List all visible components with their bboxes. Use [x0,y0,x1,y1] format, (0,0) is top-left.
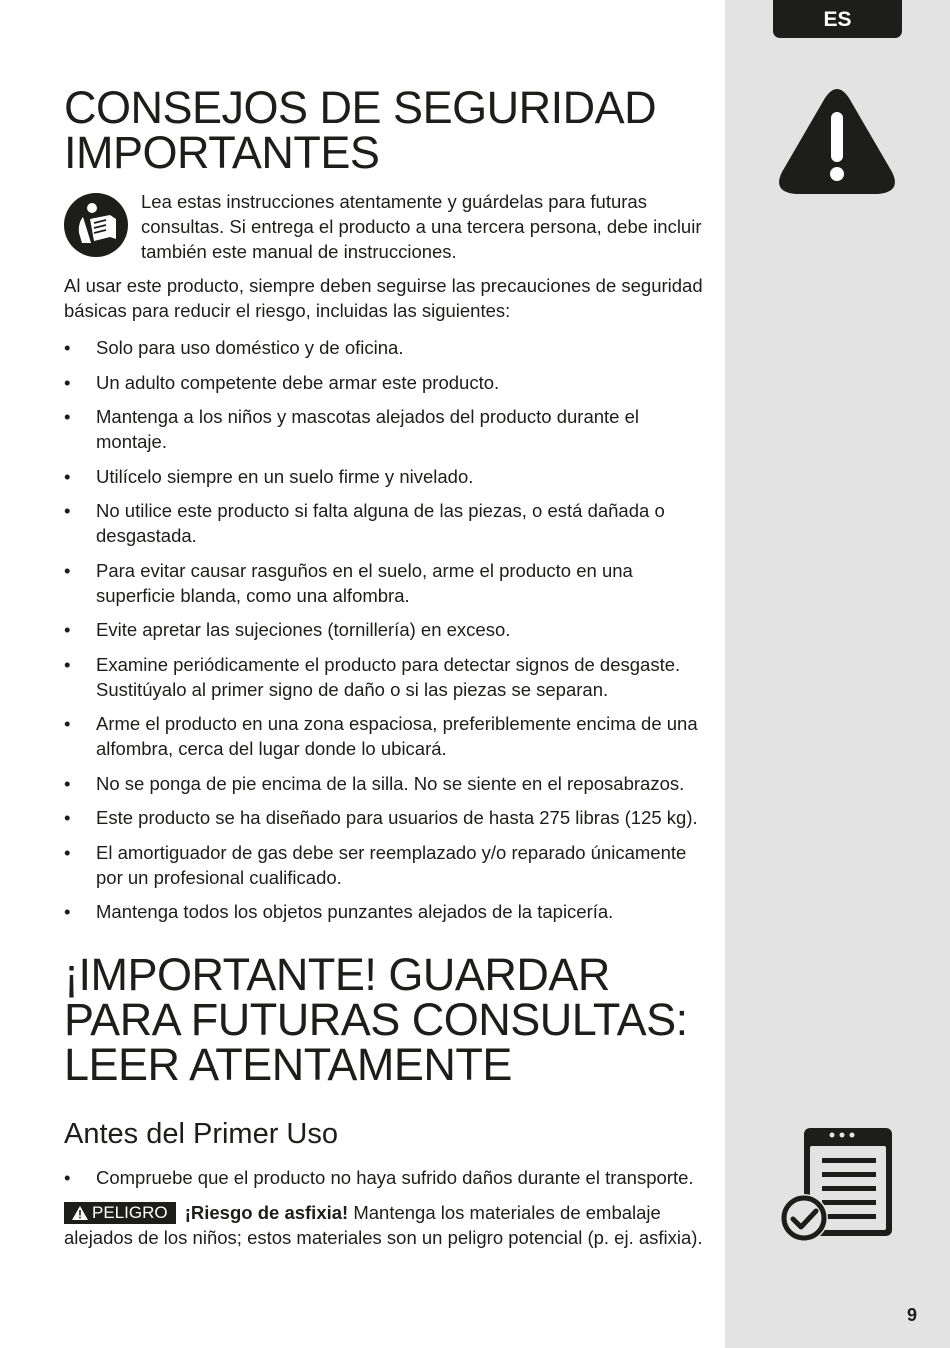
section2-title: ¡IMPORTANTE! GUARDAR PARA FUTURAS CONSULTAS: LEER ATENTAMENTE [64,949,688,1090]
list-item: • Utilícelo siempre en un suelo firme y nivelado. [64,465,474,487]
list-item: • Arme el producto en una zona espaciosa, preferiblemente encima de una alfombra, cerca del lugar donde lo ubicará. [64,713,698,759]
section1-title: CONSEJOS DE SEGURIDAD IMPORTANTES [64,82,657,178]
list-item: • Un adulto competente debe armar este producto. [64,371,500,393]
danger-lead: ¡Riesgo de asfixia! [184,1201,349,1223]
intro-block [64,189,714,262]
first-use-list [64,1165,714,1190]
safety-list [64,335,714,924]
language-tab[interactable]: ES [773,0,902,38]
page-number: 9 [906,1305,917,1325]
read-manual-icon [64,193,128,257]
danger-text: Mantenga los materiales de embalaje alejados de los niños; estos materiales son un peligro potencial (p. ej. asfixia). [64,1201,703,1248]
list-item: • No utilice este producto si falta alguna de las piezas, o está dañada o desgastada. [64,500,665,546]
list-item: • No se ponga de pie encima de la silla. No se siente en el reposabrazos. [64,772,685,794]
intro-text: Lea estas instrucciones atentamente y guárdelas para futuras consultas. Si entrega el producto a una tercera persona, debe incluir también este manual de instrucciones. [141,191,702,262]
list-item: • El amortiguador de gas debe ser reemplazado y/o reparado únicamente por un profesional cualificado. [64,841,687,888]
list-item: • Este producto se ha diseñado para usuarios de hasta 275 libras (125 kg). [64,807,698,828]
list-item: • Compruebe que el producto no haya sufrido daños durante el transporte. [64,1167,694,1188]
list-item: • Solo para uso doméstico y de oficina. [64,337,404,358]
precautions-intro: Al usar este producto, siempre deben seguirse las precauciones de seguridad básicas para reducir el riesgo, incluidas las siguientes: [64,275,703,321]
list-item: • Evite apretar las sujeciones (tornillería) en exceso. [64,619,511,640]
list-item: • Para evitar causar rasguños en el suelo, arme el producto en una superficie blanda, como una alfombra. [64,559,633,606]
list-item: • Examine periódicamente el producto para detectar signos de desgaste. Sustitúyalo al primer signo de daño o si las piezas se separan. [64,653,681,700]
danger-badge: PELIGRO [64,1202,176,1224]
main-content [64,82,714,1250]
list-item: • Mantenga a los niños y mascotas alejados del producto durante el montaje. [64,406,640,452]
checklist-icon [780,1124,896,1244]
warning-triangle-icon [778,88,896,196]
list-item: • Mantenga todos los objetos punzantes alejados de la tapicería. [64,901,614,922]
section2-subtitle: Antes del Primer Uso [64,1118,338,1150]
danger-warning [64,1200,714,1250]
small-warning-icon [72,1206,88,1220]
